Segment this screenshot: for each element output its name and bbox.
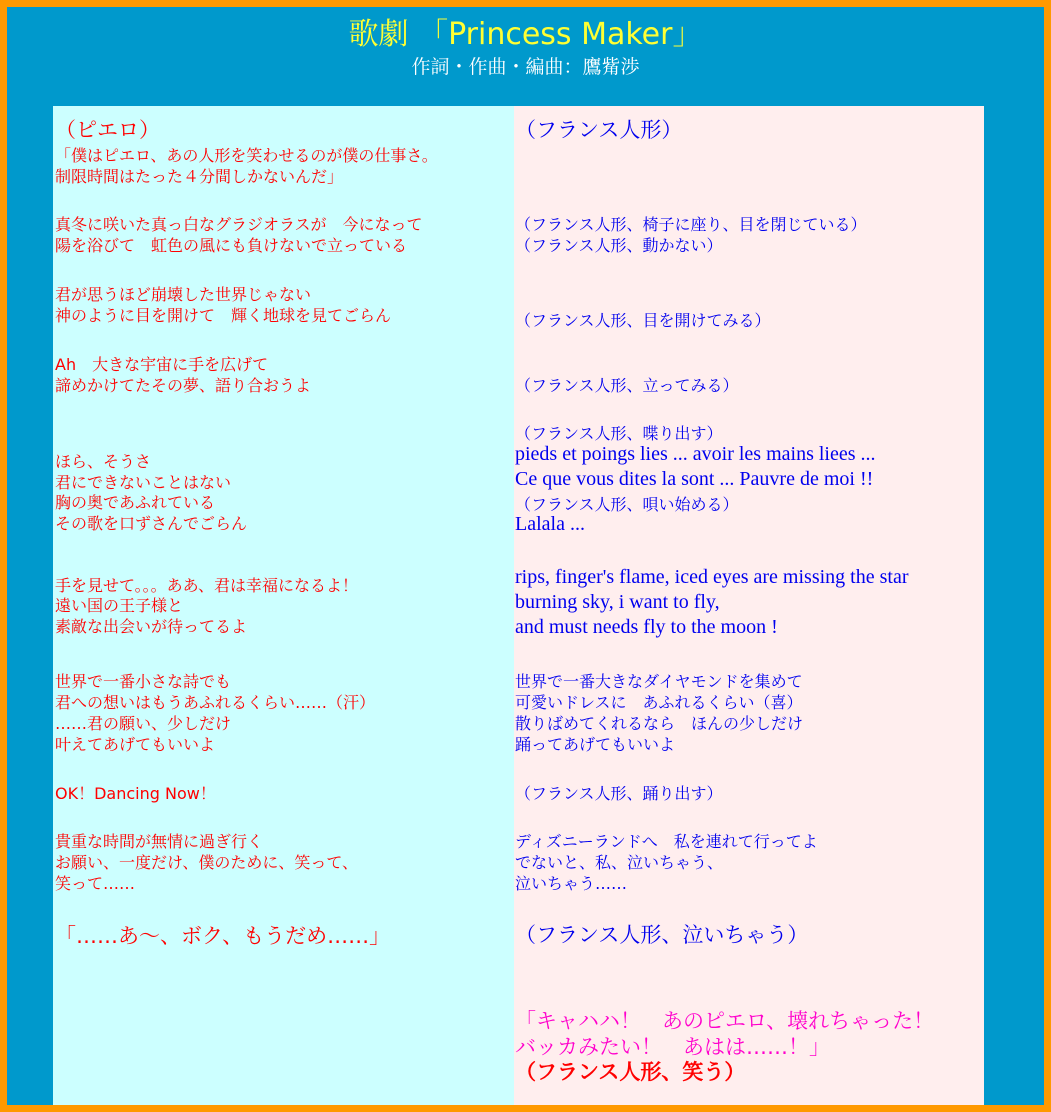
page-title: 歌劇 「Princess Maker」 — [348, 17, 703, 52]
lyric-line: OK！Dancing Now！ — [55, 784, 216, 803]
stage-direction: （フランス人形、唄い始める） — [515, 495, 739, 514]
stage-direction: （フランス人形、目を開けてみる） — [515, 311, 771, 330]
lyric-line: 踊ってあげてもいいよ — [515, 735, 676, 754]
lyric-line: 真冬に咲いた真っ白なグラジオラスが 今になって — [55, 215, 423, 234]
credit-line: 作詞・作曲・編曲：鷹觜渉 — [411, 56, 640, 78]
lyric-line: 制限時間はたった４分間しかないんだ」 — [55, 167, 344, 186]
lyric-line: でないと、私、泣いちゃう、 — [515, 853, 724, 872]
stage-direction: （フランス人形、笑う） — [515, 1060, 746, 1084]
lyric-line: 胸の奥であふれている — [55, 493, 216, 512]
lyric-line: burning sky, i want to fly, — [515, 591, 720, 613]
stage-direction: （フランス人形、喋り出す） — [515, 424, 723, 443]
lyric-line: and must needs fly to the moon ! — [515, 616, 778, 638]
lyric-line: 君が思うほど崩壊した世界じゃない — [55, 285, 312, 304]
page-frame — [7, 7, 1044, 1105]
stage-direction: （フランス人形、動かない） — [515, 236, 723, 255]
lyric-line: 素敵な出会いが待ってるよ — [55, 617, 248, 636]
doll-column — [514, 106, 984, 1105]
lyric-line: rips, finger's flame, iced eyes are missing the star — [515, 566, 909, 588]
lyric-line: 「僕はピエロ、あの人形を笑わせるのが僕の仕事さ。 — [55, 146, 438, 165]
lyric-line: 可愛いドレスに あふれるくらい（喜） — [515, 693, 803, 712]
stage-direction: （フランス人形、踊り出す） — [515, 784, 723, 803]
lyric-line: 手を見せて。。。ああ、君は幸福になるよ！ — [55, 576, 359, 595]
stage-direction: （フランス人形、立ってみる） — [515, 376, 739, 395]
lyric-line: ディズニーランドへ 私を連れて行ってよ — [515, 832, 818, 851]
lyric-line: 散りばめてくれるなら ほんの少しだけ — [515, 714, 804, 733]
pierrot-column — [53, 106, 514, 1105]
lyric-line: 「キャハハ！ あのピエロ、壊れちゃった！ — [515, 1009, 935, 1033]
lyric-line: お願い、一度だけ、僕のために、笑って、 — [55, 853, 359, 872]
stage-direction: （フランス人形、椅子に座り、目を閉じている） — [515, 215, 867, 234]
lyric-line: Lalala ... — [515, 513, 585, 535]
lyric-line: 笑って…… — [55, 874, 136, 893]
lyric-line: 世界で一番小さな詩でも — [55, 672, 232, 691]
lyric-line: 泣いちゃう…… — [515, 874, 628, 893]
doll-heading: （フランス人形） — [515, 118, 683, 142]
lyric-line: pieds et poings lies ... avoir les mains liees ... — [515, 443, 876, 465]
lyric-line: Ce que vous dites la sont ... Pauvre de moi !! — [515, 468, 874, 490]
lyric-line: その歌を口ずさんでごらん — [55, 514, 248, 533]
lyric-line: 遠い国の王子様と — [55, 596, 184, 615]
lyric-line: バッカみたい！ あはは……！」 — [515, 1035, 830, 1059]
pierrot-heading: （ピエロ） — [55, 118, 160, 142]
lyric-line: ほら、そうさ — [55, 452, 152, 471]
lyric-line: 陽を浴びて 虹色の風にも負けないで立っている — [55, 236, 408, 255]
lyric-line: 諦めかけてたその夢、語り合おうよ — [55, 376, 312, 395]
lyric-line: Ah 大きな宇宙に手を広げて — [55, 355, 269, 374]
lyric-line: 叶えてあげてもいいよ — [55, 735, 216, 754]
lyric-line: 君への想いはもうあふれるくらい……（汗） — [55, 693, 376, 712]
lyric-line: 君にできないことはない — [55, 473, 232, 492]
lyric-line: 貴重な時間が無情に過ぎ行く — [55, 832, 264, 851]
lyric-line: 神のように目を開けて 輝く地球を見てごらん — [55, 306, 392, 325]
stage-direction: （フランス人形、泣いちゃう） — [515, 923, 809, 947]
lyric-line: 「……あ～、ボク、もうだめ……」 — [55, 924, 391, 948]
lyric-line: ……君の願い、少しだけ — [55, 714, 232, 733]
lyric-line: 世界で一番大きなダイヤモンドを集めて — [515, 672, 803, 691]
